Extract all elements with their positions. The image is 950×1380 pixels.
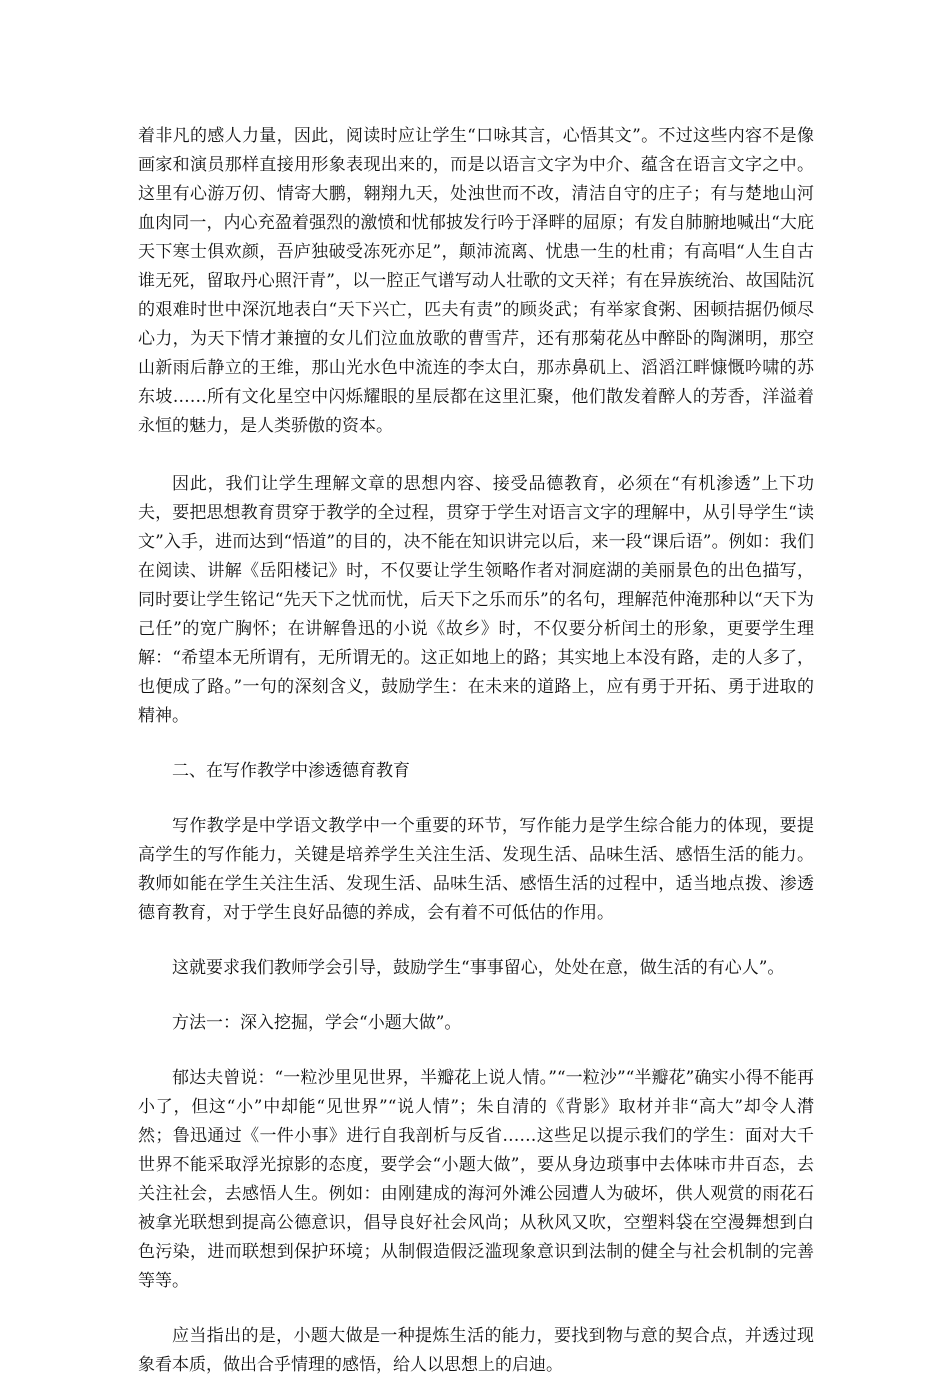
document-body [138,122,814,1380]
paragraph-organic-infiltration: 因此，我们让学生理解文章的思想内容、接受品德教育，必须在“有机渗透”上下功夫，要把思想教育贯穿于教学的全过程，贯穿于学生对语言文字的理解中，从引导学生“读文”入手，进而达到“悟道”的目的，决不能在知识讲完以后，来一段“课后语”。例如：我们在阅读、讲解《岳阳楼记》时，不仅要让学生领略作者对洞庭湖的美丽景色的出色描写，同时要让学生铭记“先天下之忧而忧，后天下之乐而乐”的名句，理解范仲淹那种以“天下为己任”的宽广胸怀；在讲解鲁迅的小说《故乡》时，不仅要分析闰土的形象，更要学生理解：“希望本无所谓有，无所谓无的。这正如地上的路；其实地上本没有路，走的人多了，也便成了路。”一句的深刻含义，鼓励学生：在未来的道路上，应有勇于开拓、勇于进取的精神。 [138,474,814,726]
method-one-heading: 方法一：深入挖掘，学会“小题大做”。 [172,1013,462,1033]
section-heading-writing: 二、在写作教学中渗透德育教育 [172,761,410,781]
paragraph-yu-dafu: 郁达夫曾说：“一粒沙里见世界，半瓣花上说人情。”“一粒沙”“半瓣花”确实小得不能再小了，但这“小”中却能“见世界”“说人情”；朱自清的《背影》取材并非“高大”却令人潸然；鲁迅通过《一件小事》进行自我剖析与反省……这些足以提示我们的学生：面对大千世界不能采取浮光掠影的态度，要学会“小题大做”，要从身边琐事中去体味市井百态，去关注社会，去感悟人生。例如：由刚建成的海河外滩公园遭人为破坏，供人观赏的雨花石被拿光联想到提高公德意识，倡导良好社会风尚；从秋风又吹，空塑料袋在空漫舞想到白色污染，进而联想到保护环境；从制假造假泛滥现象意识到法制的健全与社会机制的完善等等。 [138,1068,814,1291]
paragraph-conclusion: 应当指出的是，小题大做是一种提炼生活的能力，要找到物与意的契合点，并透过现象看本质，做出合乎情理的感悟，给人以思想上的启迪。 [138,1326,814,1375]
paragraph-continuation: 着非凡的感人力量，因此，阅读时应让学生“口咏其言，心悟其文”。不过这些内容不是像画家和演员那样直接用形象表现出来的，而是以语言文字为中介、蕴含在语言文字之中。这里有心游万仞、情寄大鹏，翱翔九天，处浊世而不改，清洁自守的庄子；有与楚地山河血肉同一，内心充盈着强烈的激愤和忧郁披发行吟于泽畔的屈原；有发自肺腑地喊出“大庇天下寒士俱欢颜，吾庐独破受冻死亦足”，颠沛流离、忧患一生的杜甫；有高唱“人生自古谁无死，留取丹心照汗青”，以一腔正气谱写动人壮歌的文天祥；有在异族统治、故国陆沉的艰难时世中深沉地表白“天下兴亡，匹夫有责”的顾炎武；有举家食粥、困顿拮据仍倾尽心力，为天下情才兼擅的女儿们泣血放歌的曹雪芹，还有那菊花丛中醉卧的陶渊明，那空山新雨后静立的王维，那山光水色中流连的李太白，那赤鼻矶上、滔滔江畔慷慨吟啸的苏东坡……所有文化星空中闪烁耀眼的星辰都在这里汇聚，他们散发着醉人的芳香，洋溢着永恒的魅力，是人类骄傲的资本。 [138,126,814,436]
paragraph-teacher-guidance: 这就要求我们教师学会引导，鼓励学生“事事留心，处处在意，做生活的有心人”。 [172,958,785,978]
paragraph-writing-teaching: 写作教学是中学语文教学中一个重要的环节，写作能力是学生综合能力的体现，要提高学生的写作能力，关键是培养学生关注生活、发现生活、品味生活、感悟生活的能力。教师如能在学生关注生活、发现生活、品味生活、感悟生活的过程中，适当地点拨、渗透德育教育，对于学生良好品德的养成，会有着不可低估的作用。 [138,816,814,923]
